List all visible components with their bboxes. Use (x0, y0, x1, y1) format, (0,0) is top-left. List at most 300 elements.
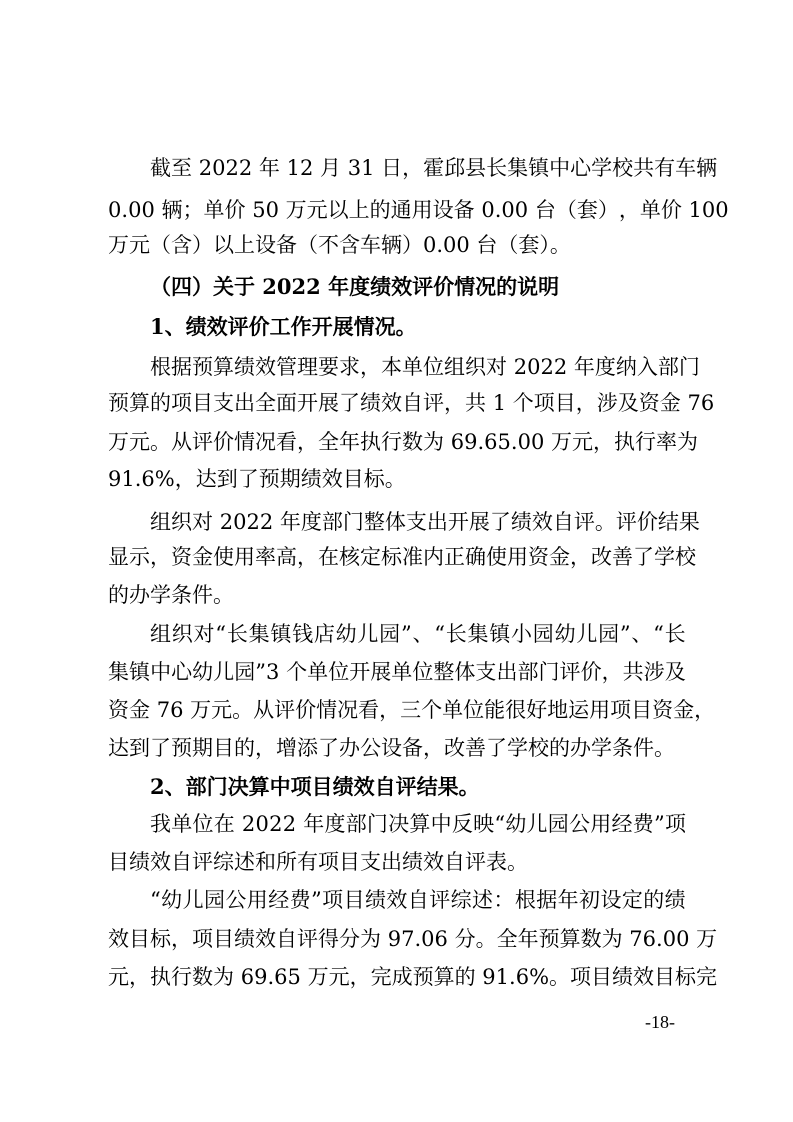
glyph: 资 (171, 545, 192, 569)
glyph (234, 960, 241, 994)
glyph: 设 (432, 198, 454, 222)
glyph: 部 (657, 355, 679, 379)
glyph: 费 (289, 888, 311, 912)
glyph: 行 (171, 965, 192, 989)
glyph: 金 (673, 698, 695, 722)
glyph: % (529, 965, 550, 989)
glyph: 园 (234, 660, 256, 684)
glyph: 以 (327, 198, 349, 222)
glyph: 集 (108, 660, 129, 684)
glyph: 算 (433, 965, 455, 989)
glyph: 正 (444, 545, 465, 569)
glyph: 项 (192, 927, 213, 951)
glyph: . (267, 965, 275, 989)
glyph: 园 (598, 622, 620, 646)
glyph: 定 (360, 545, 381, 569)
glyph: 县 (465, 156, 487, 180)
glyph: 长 (445, 622, 467, 646)
glyph: 辆 (161, 198, 183, 222)
glyph: ， (593, 430, 614, 454)
glyph: 套 (576, 198, 598, 222)
text-line (108, 386, 715, 420)
glyph: 儿 (526, 812, 548, 836)
glyph: 效 (108, 927, 129, 951)
glyph: 万 (696, 927, 718, 951)
glyph: ， (402, 156, 424, 180)
glyph: 儿 (357, 622, 379, 646)
glyph: 年 (573, 355, 595, 379)
glyph: ， (618, 198, 640, 222)
glyph: 上 (348, 198, 370, 222)
glyph: 对 (486, 355, 507, 379)
glyph: 中 (549, 156, 571, 180)
glyph: 9 (464, 430, 478, 454)
glyph: 自 (276, 927, 297, 951)
glyph: 求 (339, 355, 360, 379)
glyph: 0 (527, 355, 541, 379)
text-line (108, 922, 718, 956)
glyph: 的 (643, 888, 665, 912)
glyph: 示 (129, 545, 150, 569)
glyph: 0 (265, 198, 279, 222)
glyph: 本 (381, 355, 402, 379)
glyph: 绩 (360, 391, 381, 415)
glyph: 述 (472, 888, 493, 912)
glyph: 看 (276, 430, 297, 454)
glyph: “ (215, 622, 227, 646)
glyph: 整 (363, 510, 385, 534)
glyph: 支 (405, 510, 427, 534)
glyph: 辆 (696, 156, 718, 180)
glyph: 为 (677, 430, 698, 454)
glyph: 项 (322, 888, 344, 912)
glyph: ， (379, 698, 401, 722)
glyph: 对 (193, 622, 215, 646)
glyph: 霍 (423, 156, 445, 180)
glyph: 年 (258, 156, 280, 180)
glyph: 经 (268, 888, 290, 912)
glyph: 单 (391, 660, 413, 684)
text-line (150, 617, 686, 651)
glyph: 9 (387, 927, 402, 951)
glyph: ， (349, 965, 371, 989)
glyph: 目 (343, 888, 365, 912)
glyph: 况 (255, 430, 276, 454)
glyph: 2 (219, 510, 234, 534)
glyph: 高 (276, 545, 297, 569)
glyph (252, 151, 259, 185)
glyph: 评 (192, 430, 213, 454)
glyph (341, 151, 348, 185)
glyph: 资 (108, 698, 129, 722)
glyph: 内 (423, 545, 444, 569)
glyph: 执 (614, 430, 635, 454)
glyph: 果 (678, 510, 700, 534)
glyph (301, 960, 308, 994)
glyph: 共 (465, 391, 486, 415)
glyph: 元 (211, 698, 233, 722)
glyph (279, 655, 286, 689)
glyph: 开 (447, 510, 469, 534)
glyph (381, 922, 388, 956)
glyph: 数 (580, 927, 602, 951)
glyph (567, 350, 574, 384)
glyph: 情 (234, 430, 255, 454)
glyph: 了 (489, 510, 511, 534)
glyph: 、 (631, 622, 653, 646)
glyph: 我 (150, 812, 171, 836)
glyph: 根 (514, 888, 536, 912)
text-line: 达到了预期目的，增添了办公设备，改善了学校的办学条件。 (108, 736, 675, 760)
glyph: 幼 (505, 812, 527, 836)
text-line (108, 655, 686, 689)
glyph: 0 (212, 156, 226, 180)
page-number: -18- (645, 1012, 675, 1032)
glyph (544, 425, 551, 459)
glyph: 备 (453, 198, 475, 222)
glyph: 体 (384, 510, 406, 534)
glyph (313, 151, 320, 185)
glyph: 准 (402, 545, 423, 569)
glyph: 店 (313, 622, 335, 646)
text-line: 万元（含）以上设备（不含车辆）0.00 台（套）。 (108, 233, 571, 257)
text-line (150, 807, 686, 841)
glyph: 年 (339, 430, 360, 454)
glyph: ， (129, 965, 150, 989)
glyph: . (509, 965, 516, 989)
glyph: ） (597, 198, 619, 222)
glyph: 元 (129, 430, 150, 454)
glyph: 0 (421, 927, 435, 951)
glyph: 涉 (596, 391, 618, 415)
glyph: 自 (407, 888, 429, 912)
glyph: 2 (238, 156, 253, 180)
glyph: 三 (400, 698, 422, 722)
glyph: 位 (423, 355, 444, 379)
glyph: 执 (150, 965, 171, 989)
glyph: 出 (496, 660, 518, 684)
glyph: 运 (568, 698, 590, 722)
glyph: 资 (652, 698, 674, 722)
glyph: 织 (171, 622, 193, 646)
glyph: 幼 (335, 622, 357, 646)
glyph: ， (150, 545, 171, 569)
glyph: 单 (442, 698, 464, 722)
glyph: ” (619, 622, 631, 646)
glyph (476, 960, 483, 994)
glyph: 园 (532, 622, 554, 646)
glyph: 用 (234, 545, 255, 569)
glyph: 位 (328, 660, 350, 684)
glyph: 单 (639, 198, 661, 222)
glyph: 邱 (444, 156, 466, 180)
glyph: 元 (572, 430, 593, 454)
glyph (475, 193, 482, 227)
glyph: . (414, 927, 422, 951)
glyph: 月 (320, 156, 341, 180)
glyph: 、 (412, 622, 434, 646)
glyph: 预 (108, 391, 129, 415)
glyph: 情 (316, 698, 338, 722)
glyph: 综 (450, 888, 472, 912)
glyph: 反 (451, 812, 473, 836)
glyph: ” (255, 660, 266, 684)
glyph: 2 (540, 355, 554, 379)
glyph: 开 (297, 391, 318, 415)
glyph: 7 (401, 927, 415, 951)
glyph: 为 (423, 430, 444, 454)
glyph: 0 (662, 927, 677, 951)
text-line (150, 883, 686, 917)
glyph: 涉 (643, 660, 665, 684)
glyph: 0 (108, 198, 122, 222)
glyph: 管 (276, 355, 297, 379)
glyph: 2 (198, 156, 213, 180)
glyph: 儿 (213, 660, 235, 684)
glyph: 初 (579, 888, 601, 912)
glyph: 台 (534, 198, 556, 222)
glyph: 效 (633, 965, 655, 989)
glyph: 用 (507, 545, 528, 569)
glyph: 9 (482, 965, 496, 989)
glyph: （ (555, 198, 577, 222)
glyph: 全 (318, 430, 339, 454)
glyph: 预 (192, 355, 213, 379)
glyph: 完 (370, 965, 392, 989)
glyph: 分 (339, 927, 360, 951)
glyph: ” (311, 888, 322, 912)
glyph: 根 (150, 355, 171, 379)
glyph: 万 (190, 698, 212, 722)
glyph: 项 (570, 965, 592, 989)
glyph: 车 (675, 156, 697, 180)
glyph: 核 (339, 545, 360, 569)
glyph: 7 (156, 698, 171, 722)
glyph: “ (150, 888, 161, 912)
text-line (108, 960, 718, 994)
glyph: 6 (700, 391, 715, 415)
glyph: 绩 (234, 355, 255, 379)
glyph: 1 (492, 391, 507, 415)
glyph: 要 (318, 355, 339, 379)
glyph: 幼 (161, 888, 183, 912)
glyph: 金 (192, 545, 213, 569)
glyph: 结 (657, 510, 679, 534)
glyph: 资 (638, 391, 660, 415)
glyph: 镇 (528, 156, 550, 180)
glyph: 2 (241, 812, 256, 836)
glyph: 完 (696, 965, 718, 989)
glyph: 集 (467, 622, 489, 646)
glyph: 为 (213, 965, 234, 989)
glyph: ， (297, 545, 318, 569)
glyph: ： (493, 888, 515, 912)
glyph (155, 193, 162, 227)
glyph: 标 (381, 545, 402, 569)
glyph: 6 (484, 430, 498, 454)
glyph: 0 (715, 198, 729, 222)
glyph: ； (182, 198, 204, 222)
glyph: 的 (150, 391, 171, 415)
glyph: 万 (285, 198, 307, 222)
glyph: 中 (150, 660, 172, 684)
glyph: 2 (553, 355, 568, 379)
glyph (183, 693, 190, 727)
glyph: 况 (337, 698, 359, 722)
text-line (150, 505, 700, 539)
glyph: 效 (255, 927, 276, 951)
glyph: 心 (171, 660, 193, 684)
glyph: 评 (573, 510, 595, 534)
glyph: 元 (306, 198, 328, 222)
glyph: ” (653, 812, 665, 836)
glyph: 展 (318, 391, 339, 415)
glyph: 年 (279, 510, 301, 534)
glyph: ， (570, 545, 591, 569)
glyph: 校 (612, 156, 634, 180)
glyph: 评 (559, 660, 581, 684)
glyph: 及 (617, 391, 639, 415)
glyph: 绩 (364, 888, 386, 912)
glyph: 0 (233, 510, 247, 534)
glyph: 门 (366, 812, 388, 836)
glyph: 单 (171, 812, 193, 836)
glyph: 0 (530, 430, 545, 454)
glyph: ， (444, 391, 465, 415)
glyph: 6 (434, 927, 448, 951)
glyph: 出 (426, 510, 448, 534)
glyph: 执 (360, 430, 381, 454)
glyph: 2 (299, 156, 314, 180)
glyph: 的 (369, 198, 391, 222)
glyph: 评 (423, 391, 444, 415)
glyph: 部 (345, 812, 367, 836)
glyph: 定 (621, 888, 643, 912)
glyph: 日 (381, 156, 403, 180)
glyph: 评 (429, 888, 451, 912)
glyph: 评 (274, 698, 296, 722)
glyph: 设 (600, 888, 622, 912)
glyph: 算 (213, 355, 234, 379)
glyph: 集 (248, 622, 270, 646)
glyph: 面 (276, 391, 297, 415)
glyph: 项 (610, 698, 632, 722)
glyph: 确 (465, 545, 486, 569)
glyph: 2 (513, 355, 528, 379)
glyph: 成 (391, 965, 413, 989)
glyph: 效 (255, 355, 276, 379)
glyph: 共 (633, 156, 655, 180)
glyph: 万 (108, 430, 129, 454)
glyph: 价 (636, 510, 658, 534)
glyph: 全 (255, 391, 276, 415)
glyph: 费 (632, 812, 654, 836)
glyph: ” (400, 622, 412, 646)
glyph: 从 (253, 698, 275, 722)
glyph (213, 505, 220, 539)
glyph (280, 151, 287, 185)
glyph: 6 (450, 430, 465, 454)
glyph (279, 193, 286, 227)
glyph: 6 (170, 698, 184, 722)
glyph: 目 (591, 965, 613, 989)
glyph: 好 (526, 698, 548, 722)
glyph: 万 (307, 965, 329, 989)
glyph: 镇 (129, 660, 151, 684)
glyph: 0 (255, 812, 269, 836)
glyph: 0 (701, 198, 716, 222)
glyph: 标 (150, 927, 171, 951)
glyph: 组 (150, 622, 171, 646)
glyph: 2 (259, 510, 274, 534)
glyph (192, 151, 199, 185)
glyph: 的 (454, 965, 476, 989)
glyph (374, 151, 381, 185)
glyph: 了 (339, 391, 360, 415)
glyph: 园 (379, 622, 401, 646)
glyph: 7 (687, 391, 701, 415)
glyph: 2 (246, 510, 260, 534)
glyph: 5 (287, 965, 301, 989)
glyph: 效 (386, 888, 408, 912)
glyph (681, 386, 688, 420)
glyph (682, 193, 689, 227)
subsection-heading: 1、绩效评价工作开展情况。 (150, 314, 417, 339)
glyph: 小 (511, 622, 533, 646)
glyph: 地 (547, 698, 569, 722)
text-line: 91.6%，达到了预期绩效目标。 (108, 467, 406, 491)
glyph: 金 (129, 698, 150, 722)
glyph: 改 (591, 545, 612, 569)
glyph (528, 193, 535, 227)
glyph: 。 (549, 965, 571, 989)
glyph: 9 (254, 965, 268, 989)
glyph: 对 (192, 510, 213, 534)
glyph: 数 (402, 430, 423, 454)
glyph: 6 (274, 965, 288, 989)
glyph: 算 (129, 391, 150, 415)
glyph: 算 (559, 927, 581, 951)
glyph: “ (434, 622, 445, 646)
glyph: 有 (654, 156, 676, 180)
glyph: 钱 (292, 622, 314, 646)
glyph: 通 (390, 198, 412, 222)
glyph (150, 693, 157, 727)
glyph: 幼 (192, 660, 214, 684)
glyph: 算 (409, 812, 431, 836)
glyph: 位 (463, 698, 485, 722)
glyph: ， (694, 698, 716, 722)
glyph: 体 (454, 660, 476, 684)
glyph (506, 386, 513, 420)
glyph: 5 (497, 430, 511, 454)
text-line (108, 425, 698, 459)
glyph: “ (494, 812, 506, 836)
glyph (273, 505, 280, 539)
glyph: ， (171, 927, 192, 951)
glyph: 1 (286, 156, 300, 180)
glyph: 在 (213, 812, 235, 836)
glyph: 绩 (664, 888, 686, 912)
glyph: 评 (297, 927, 318, 951)
text-line (108, 193, 729, 227)
glyph: 共 (622, 660, 644, 684)
glyph: 价 (580, 660, 602, 684)
glyph: 2 (269, 812, 283, 836)
glyph: 0 (517, 430, 531, 454)
glyph (486, 386, 493, 420)
glyph: 效 (381, 391, 402, 415)
